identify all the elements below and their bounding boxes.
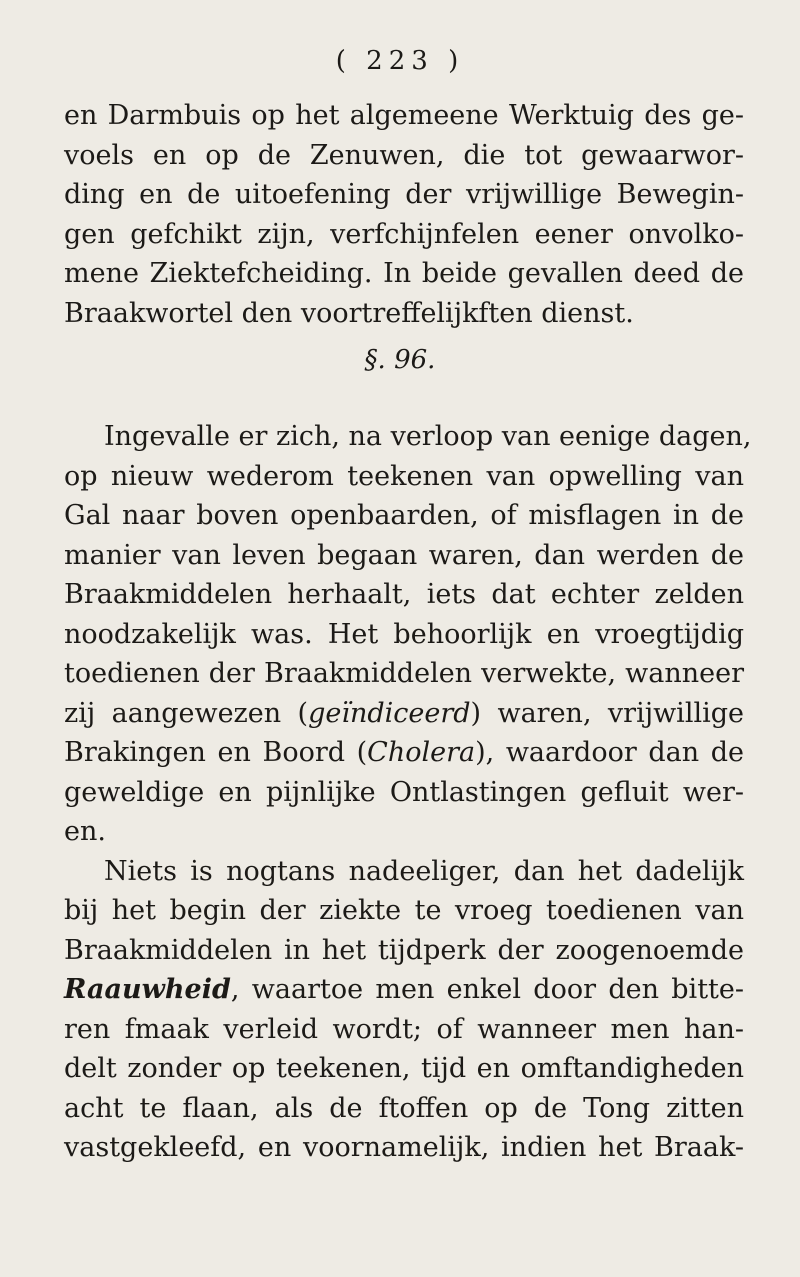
text-line: Niets is nogtans nadeeliger, dan het dadelijk [104, 855, 744, 887]
text-line: geweldige en pijnlijke Ontlastingen gefluit wer- [64, 776, 744, 808]
text-line: mene Ziektefcheiding. In beide gevallen deed de [64, 258, 744, 289]
text-line: en Darmbuis op het algemeene Werktuig des ge- [64, 100, 744, 131]
text-line: Braakmiddelen in het tijdperk der zoogenoemde [64, 934, 744, 966]
section-heading: §. 96. [364, 345, 436, 375]
text-line: delt zonder op teekenen, tijd en omftandigheden [64, 1053, 744, 1084]
text-line [64, 970, 744, 1010]
text-line: manier van leven begaan waren, dan werden de [64, 539, 744, 571]
text-line: Ingevalle er zich, na verloop van eenige dagen, [104, 421, 752, 452]
text-line: ren fmaak verleid wordt; of wanneer men han- [64, 1013, 744, 1045]
text-line: gen gefchikt zijn, verfchijnfelen eener onvolko- [64, 218, 744, 250]
text-line: Braakmiddelen herhaalt, iets dat echter zelden [64, 579, 744, 610]
text-line: toedienen der Braakmiddelen verwekte, wanneer [64, 658, 744, 689]
text-line: noodzakelijk was. Het behoorlijk en vroegtijdig [64, 618, 744, 650]
italic-term: Cholera [367, 737, 476, 768]
text-line: acht te flaan, als de ftoffen op de Tong zitten [64, 1092, 744, 1124]
text-line [64, 694, 744, 734]
text-fragment: zij aangewezen ( [64, 697, 309, 729]
page-number: ( 223 ) [335, 46, 465, 76]
text-line: voels en op de Zenuwen, die tot gewaarwor- [64, 139, 744, 171]
italic-term: geïndiceerd [308, 697, 471, 729]
text-fragment: ) waren, vrijwillige [470, 697, 744, 729]
text-line: op nieuw wederom teekenen van opwelling van [64, 460, 744, 492]
paragraph-continuation [64, 96, 744, 333]
section-body [64, 417, 752, 1168]
text-line: Gal naar boven openbaarden, of misflagen in de [64, 500, 744, 531]
text-line: bij het begin der ziekte te vroeg toedienen van [64, 895, 744, 926]
text-line: Braakwortel den voortreffelijkften dienst. [64, 297, 634, 329]
text-fragment: , waartoe men enkel door den bitte- [230, 974, 744, 1005]
text-line: vastgekleefd, en voornamelijk, indien het Braak- [64, 1132, 744, 1163]
text-fragment: ), waardoor dan de [475, 737, 744, 768]
text-fragment: Brakingen en Boord ( [64, 737, 368, 768]
text-line [64, 733, 744, 773]
text-line: ding en de uitoefening der vrijwillige Bewegin- [64, 179, 744, 210]
text-line: en. [64, 816, 106, 847]
italic-term: Raauwheid [64, 974, 231, 1005]
